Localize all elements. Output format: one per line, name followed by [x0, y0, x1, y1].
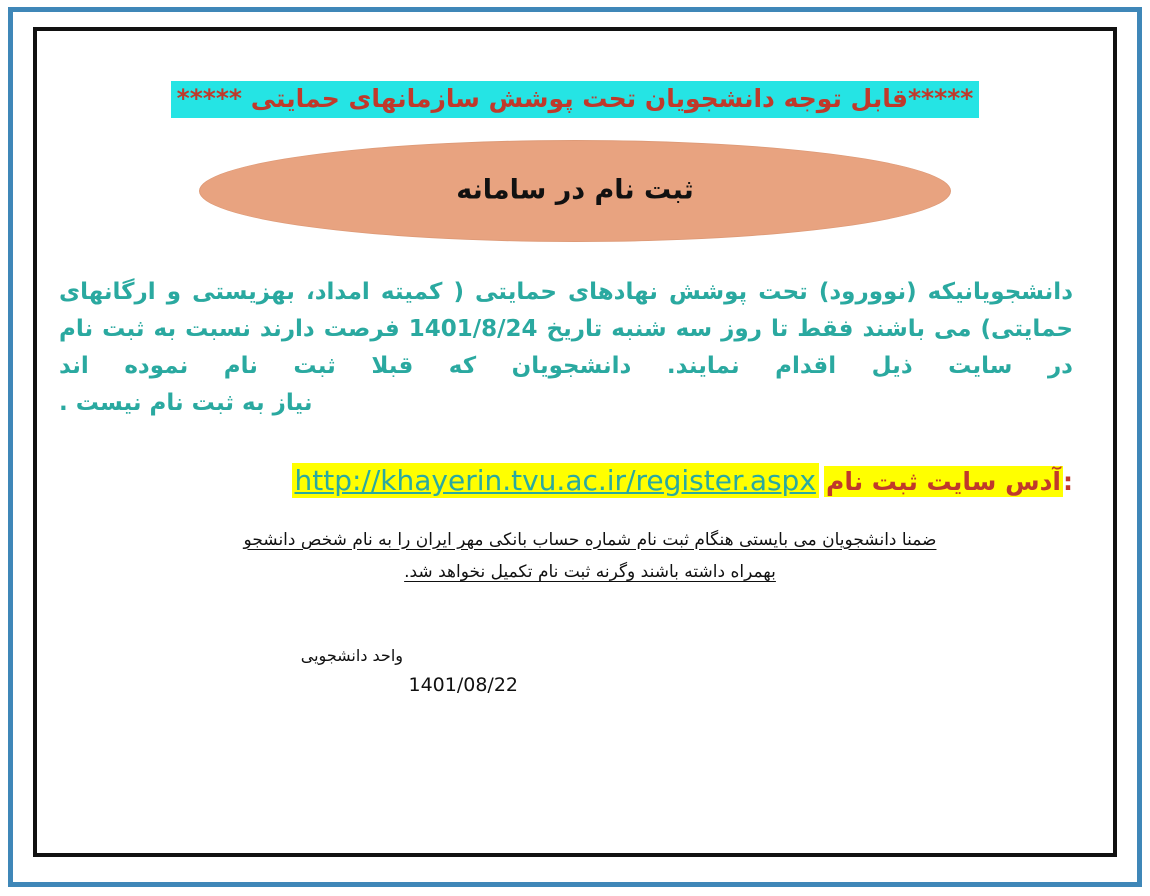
paragraph-line-2: ارگانهای حمایتی) می باشند فقط تا روز سه شنبه تاریخ 1401/8/24 فرصت دارند	[59, 278, 1073, 342]
signature-date: 1401/08/22	[408, 674, 518, 697]
paragraph-line-1: دانشجویانیکه (نوورود) تحت پوشش نهادهای حمایتی ( کمیته امداد، بهزیستی و	[166, 278, 1073, 305]
registration-link-url[interactable]: http://khayerin.tvu.ac.ir/register.aspx	[292, 463, 819, 498]
paragraph-line-4: نیاز به ثبت نام نیست .	[59, 390, 313, 417]
note-line-1: ضمنا دانشجویان می بایستی هنگام ثبت نام شماره حساب بانکی مهر ایران را به نام شخص دانشجو	[243, 529, 937, 550]
ellipse-label: ثبت نام در سامانه	[456, 174, 694, 205]
paragraph-line-3: نسبت به ثبت نام در سایت ذیل اقدام نمایند. دانشجویان که قبلا ثبت نام نموده اند	[59, 315, 1073, 379]
link-colon: :	[1063, 466, 1073, 496]
document-content	[37, 31, 1113, 853]
announcement-title-row	[37, 81, 1113, 118]
note-line-2: بهمراه داشته باشند وگرنه ثبت نام تکمیل نخواهد شد.	[404, 561, 776, 582]
bank-account-note	[167, 524, 1013, 589]
body-paragraph	[59, 270, 1073, 423]
signature-block	[37, 646, 1113, 726]
registration-link-label: آدس سایت ثبت نام	[826, 466, 1061, 496]
announcement-title: *****قابل توجه دانشجویان تحت پوشش سازمانهای حمایتی *****	[171, 81, 980, 118]
ellipse-banner	[37, 140, 1113, 270]
signature-unit: واحد دانشجویی	[300, 646, 403, 666]
registration-link-row	[59, 463, 1073, 498]
